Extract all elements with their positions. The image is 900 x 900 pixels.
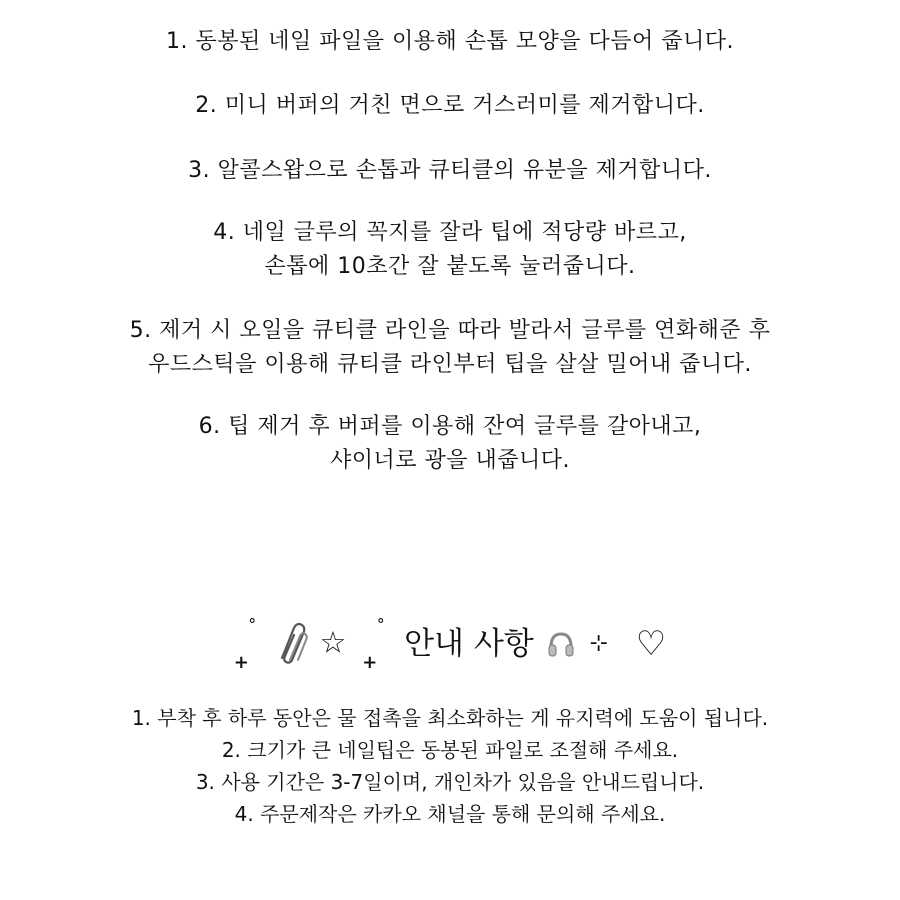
- sparkle-icon: ˚ +: [362, 617, 386, 673]
- step-3: 3. 알콜스왑으로 손톱과 큐티클의 유분을 제거합니다.: [188, 158, 712, 183]
- step-4-line-1: 4. 네일 글루의 꼭지를 잘라 팁에 적당량 바르고,: [213, 220, 687, 245]
- step-2: 2. 미니 버퍼의 거친 면으로 거스러미를 제거합니다.: [195, 93, 705, 118]
- paperclip-icon: [274, 622, 310, 666]
- step-4-line-2: 손톱에 10초간 잘 붙도록 눌러줍니다.: [264, 254, 636, 279]
- notice-heading: [0, 612, 900, 672]
- heart-icon: ♡: [635, 623, 667, 664]
- step-5-line-1: 5. 제거 시 오일을 큐티클 라인을 따라 발라서 글루를 연화해준 후: [129, 318, 771, 343]
- step-5-line-2: 우드스틱을 이용해 큐티클 라인부터 팁을 살살 밀어내 줍니다.: [148, 352, 752, 377]
- step-6-line-1: 6. 팁 제거 후 버퍼를 이용해 잔여 글루를 갈아내고,: [198, 414, 702, 439]
- star-icon: ☆: [319, 625, 347, 661]
- notice-item-3: 3. 사용 기간은 3-7일이며, 개인차가 있음을 안내드립니다.: [195, 770, 705, 794]
- notice-title: 안내 사항: [404, 625, 534, 662]
- tiny-sparkle-icon: ⊹: [589, 630, 608, 656]
- notice-item-4: 4. 주문제작은 카카오 채널을 통해 문의해 주세요.: [234, 802, 666, 826]
- notice-item-1: 1. 부착 후 하루 동안은 물 접촉을 최소화하는 게 유지력에 도움이 됩니다.: [131, 706, 769, 730]
- sparkle-icon: ˚ +: [233, 617, 257, 673]
- step-6-line-2: 샤이너로 광을 내줍니다.: [329, 448, 570, 473]
- headphones-icon: [546, 629, 576, 659]
- step-1: 1. 동봉된 네일 파일을 이용해 손톱 모양을 다듬어 줍니다.: [166, 29, 734, 54]
- notice-item-2: 2. 크기가 큰 네일팁은 동봉된 파일로 조절해 주세요.: [221, 738, 679, 762]
